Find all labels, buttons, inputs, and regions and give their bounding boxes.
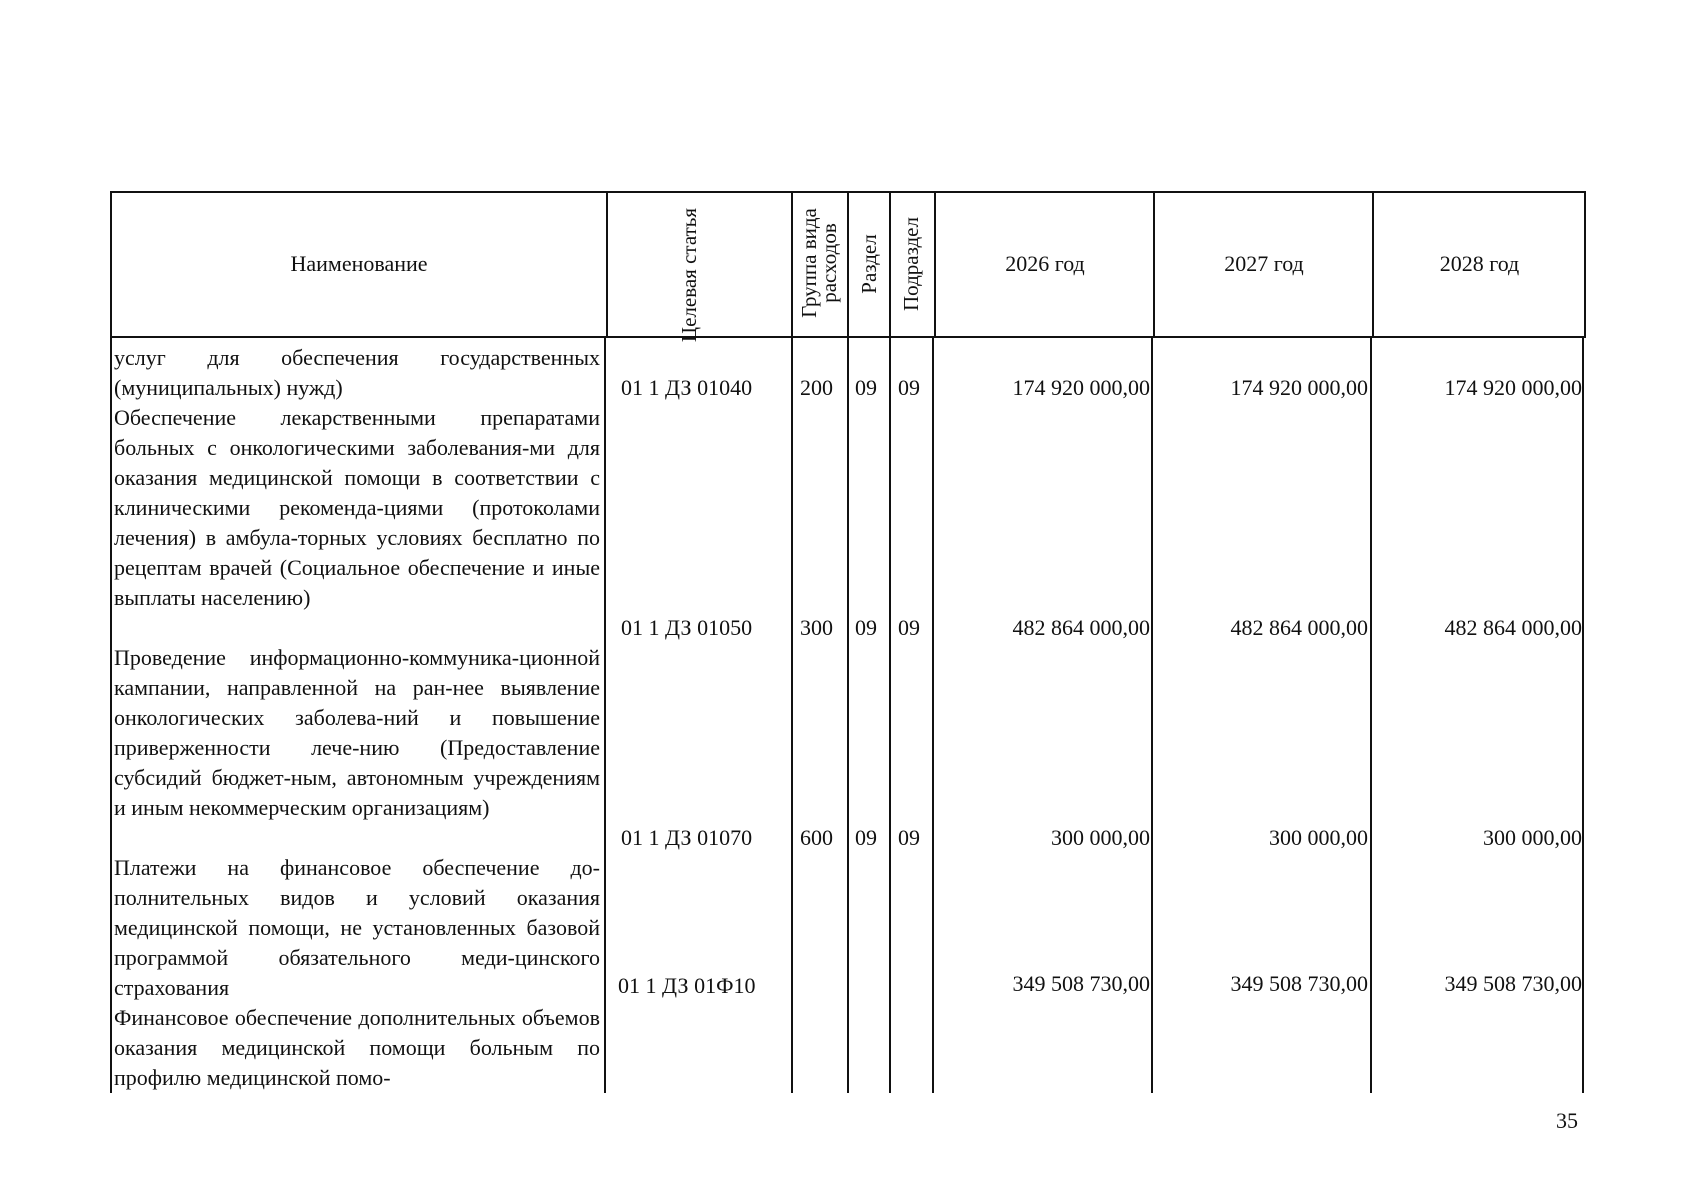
row-name: услуг для обеспечения государственных (муниципальных) нужд) [114,345,600,400]
header-2028-label: 2028 год [1439,251,1520,276]
row-target-article: 01 1 ДЗ 01Ф10 [618,973,756,998]
row-value-2028: 174 920 000,00 [1444,375,1582,400]
page-number: 35 [1556,1108,1578,1133]
row-value-2028: 482 864 000,00 [1444,615,1582,640]
row-subsection: 09 [898,825,920,850]
row-value-2026: 482 864 000,00 [1012,615,1150,640]
row-expense-group: 200 [800,375,833,400]
header-subsection [891,191,935,337]
row-value-2028: 349 508 730,00 [1444,971,1582,996]
row-name: Финансовое обеспечение дополнительных объемов оказания медицинской помощи больным по профилю медицинской помо- [114,1005,600,1090]
budget-table [110,191,1586,1093]
header-2026-label: 2026 год [1005,251,1085,276]
header-section [849,191,890,337]
header-2028 [1374,191,1585,337]
row-section: 09 [855,825,877,850]
row-value-2028: 300 000,00 [1483,825,1582,850]
row-subsection: 09 [898,375,920,400]
header-expense-group-label: Группа вида расходов [797,208,841,318]
row-name: Платежи на финансовое обеспечение до-полнительных видов и условий оказания медицинской помощи, не установленных базовой программой обязательного меди-цинского страхования [114,855,600,1000]
header-expense-group [793,191,848,337]
header-target-article-label: Целевая статья [677,207,701,343]
row-target-article: 01 1 ДЗ 01040 [621,375,753,400]
header-section-label: Раздел [857,234,881,294]
row-value-2027: 174 920 000,00 [1230,375,1368,400]
row-name: Обеспечение лекарственными препаратами больных с онкологическими заболевания-ми для оказания медицинской помощи в соответствии с клиническими рекоменда-циями (протоколами лечения) в амбула-торных условиях бесплатно по рецептам врачей (Социальное обеспечение и иные выплаты населению) [114,405,600,610]
row-subsection: 09 [898,615,920,640]
header-target-article [608,191,792,343]
header-name [112,191,606,337]
header-2027 [1155,191,1373,337]
row-value-2026: 300 000,00 [1051,825,1150,850]
header-2027-label: 2027 год [1224,251,1304,276]
row-section: 09 [855,615,877,640]
row-value-2026: 174 920 000,00 [1012,375,1150,400]
row-target-article: 01 1 ДЗ 01070 [621,825,753,850]
row-expense-group: 600 [800,825,833,850]
header-name-label: Наименование [290,251,428,276]
row-value-2026: 349 508 730,00 [1012,971,1150,996]
row-target-article: 01 1 ДЗ 01050 [621,615,753,640]
row-value-2027: 300 000,00 [1269,825,1368,850]
header-subsection-label: Подраздел [899,217,923,311]
row-name: Проведение информационно-коммуника-ционной кампании, направленной на ран-нее выявление онкологических заболева-ний и повышение приверженности лече-нию (Предоставление субсидий бюджет-ным, автономным учреждениям и иным некоммерческим организациям) [114,645,600,820]
row-value-2027: 482 864 000,00 [1230,615,1368,640]
row-expense-group: 300 [800,615,833,640]
row-section: 09 [855,375,877,400]
row-value-2027: 349 508 730,00 [1230,971,1368,996]
header-2026 [936,191,1154,337]
